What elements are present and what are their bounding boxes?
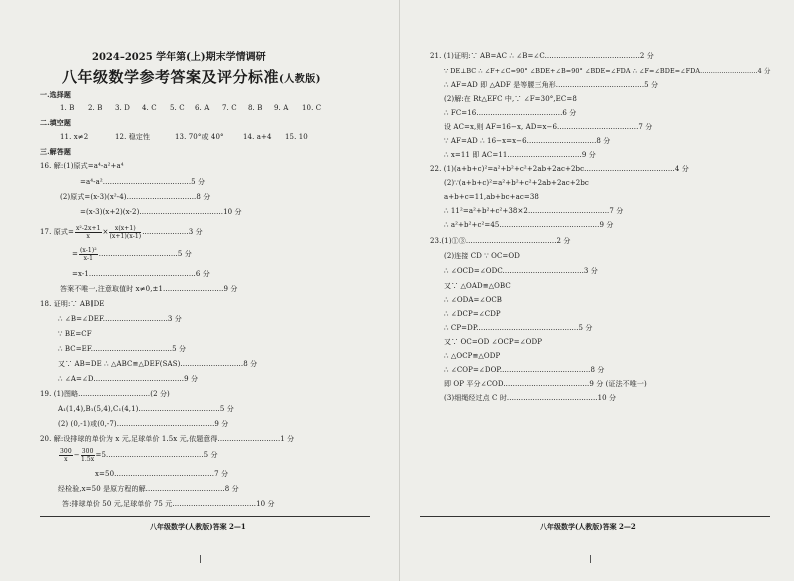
choice-answer: 1. B — [60, 104, 75, 112]
choice-answer: 5. C — [170, 104, 185, 112]
solution-line: x=50...........................................7 分 — [95, 470, 229, 478]
solution-line: 答:排球单价 50 元,足球单价 75 元....................................10 分 — [62, 500, 275, 508]
fill-answer: 11. x≠2 — [60, 133, 89, 141]
solution-line: ∵ DE⊥BC ∴ ∠F+∠C=90° ∠BDE+∠B=90° ∠BDE=∠FDA ∴ ∠F=∠BDE=∠FDA...........................4 分 — [444, 67, 771, 75]
solution-line: =x-1..............................................6 分 — [72, 270, 210, 278]
solution-line: 23.(1)①③.......................................2 分 — [430, 237, 571, 245]
solution-line: ∴ ∠B=∠DEF............................3 分 — [58, 315, 182, 323]
fraction — [59, 448, 73, 463]
fraction — [81, 448, 95, 463]
solution-line: ∴ x=11 即 AC=11................................9 分 — [444, 151, 596, 159]
solution-line: 又∵ △OAD≌△OBC — [444, 282, 511, 290]
solution-line: ∴ CP=DP............................................5 分 — [444, 324, 593, 332]
crop-mark — [200, 555, 201, 563]
fraction — [75, 225, 102, 240]
solution-line: (2)原式=(x-3)(x²-4)..............................8 分 — [60, 193, 211, 201]
solution-line: ∴ AF=AD 即 △ADF 是等腰三角形......................................5 分 — [444, 81, 659, 89]
section-solve-heading: 三.解答题 — [40, 147, 71, 156]
solution-line — [40, 224, 203, 240]
page-right — [400, 0, 794, 581]
fraction-denominator: x-1 — [83, 254, 94, 262]
solution-line: A₁(1,4),B₁(5,4),C₁(4,1)...................................5 分 — [58, 405, 234, 413]
solution-line: 20. 解:设排球的单价为 x 元,足球单价 1.5x 元,依题意得...........................1 分 — [40, 435, 295, 443]
solution-line: ∴ ∠DCP=∠CDP — [444, 310, 501, 318]
solution-line: 即 OP 平分∠COD.....................................9 分 (证法不唯一) — [444, 380, 647, 388]
section-choice-heading: 一.选择题 — [40, 90, 71, 99]
solution-line: 22. (1)(a+b+c)²=a²+b²+c²+2ab+2ac+2bc.......................................4 分 — [430, 165, 689, 173]
solution-line: ∴ FC=16.....................................6 分 — [444, 109, 577, 117]
page-footer: 八年级数学(人教版)答案 2—1 — [150, 522, 246, 531]
solution-line: 18. 证明:∵ AB∥DE — [40, 300, 105, 308]
section-fill-heading: 二.填空题 — [40, 118, 71, 127]
solution-line: ∵ AF=AD ∴ 16−x=x−6..............................8 分 — [444, 137, 611, 145]
fill-answer: 14. a+4 — [243, 133, 272, 141]
fraction-numerator: x(x+1) — [109, 225, 141, 233]
fill-answer: 15. 10 — [285, 133, 308, 141]
solution-line: 16. 解:(1)原式=a⁴-a²+a⁴ — [40, 162, 124, 170]
choice-answer: 6. A — [195, 104, 210, 112]
edition-label: (人教版) — [279, 74, 321, 85]
choice-answer: 4. C — [142, 104, 157, 112]
solution-line — [58, 447, 218, 463]
solution-line: ∵ BE=CF — [58, 330, 92, 338]
fraction-numerator: 300 — [81, 447, 94, 455]
footer-rule — [40, 516, 370, 517]
fraction-numerator: x²-2x+1 — [75, 224, 101, 232]
fraction-numerator: (x-1)² — [79, 246, 97, 254]
solution-line: (2)连接 CD ∵ OC=OD — [444, 252, 520, 260]
choice-answer: 7. C — [222, 104, 237, 112]
score-dots: ....................3 分 — [142, 228, 203, 236]
solution-line: 答案不唯一,注意取值时 x≠0,±1..........................9 分 — [60, 285, 238, 293]
solution-line: 21. (1)证明:∵ AB=AC ∴ ∠B=∠C.........................................2 分 — [430, 52, 654, 60]
fraction-denominator: (x+1)(x-1) — [109, 232, 142, 240]
equation-rest: =5..........................................5 分 — [95, 451, 218, 459]
solution-line — [72, 246, 192, 262]
solution-line: ∴ ∠OCD=∠ODC...................................3 分 — [444, 267, 598, 275]
footer-rule — [420, 516, 770, 517]
fill-answer: 13. 70°或 40° — [175, 133, 224, 141]
solution-line: 经检验,x=50 是原方程的解..................................8 分 — [58, 485, 239, 493]
crop-mark — [590, 555, 591, 563]
page-footer: 八年级数学(人教版)答案 2—2 — [540, 522, 636, 531]
q17-lead: 17. 原式= — [40, 228, 74, 236]
fraction-numerator: 300 — [60, 447, 72, 455]
solution-line: 又∵ AB=DE ∴ △ABC≌△DEF(SAS)...........................8 分 — [58, 360, 258, 368]
solution-line: ∴ △OCP≌△ODP — [444, 352, 501, 360]
times-sign: × — [102, 228, 109, 236]
solution-line: 又∵ OC=OD ∠OCP=∠ODP — [444, 338, 543, 346]
fraction-denominator: x — [86, 232, 90, 240]
solution-line: a+b+c=11,ab+bc+ac=38 — [444, 193, 539, 201]
choice-answer: 10. C — [302, 104, 322, 112]
score-dots: ..................................5 分 — [98, 250, 192, 258]
solution-line: ∴ ∠ODA=∠OCB — [444, 296, 503, 304]
solution-line: ∴ ∠A=∠D.......................................9 分 — [58, 375, 199, 383]
minus-sign: − — [73, 451, 80, 459]
fraction — [79, 247, 98, 262]
solution-line: ∴ ∠COP=∠DOP.......................................8 分 — [444, 366, 605, 374]
solution-line: =(x-3)(x+2)(x-2)....................................10 分 — [80, 208, 242, 216]
solution-line: ∴ a²+b²+c²=45...........................................9 分 — [444, 221, 614, 229]
solution-line: ∴ 11²=a²+b²+c²+38×2...................................7 分 — [444, 207, 624, 215]
choice-answer: 2. B — [88, 104, 103, 112]
solution-line: ∴ BC=EF...................................5 分 — [58, 345, 187, 353]
exam-title: 2024–2025 学年第(上)期末学情调研 — [92, 52, 266, 63]
solution-line: (2) (0,-1)或(0,-7)..........................................9 分 — [58, 420, 229, 428]
solution-line: 19. (1)图略...............................(2 分) — [40, 390, 170, 398]
solution-line: 设 AC=x,则 AF=16−x, AD=x−6...................................7 分 — [444, 123, 653, 131]
solution-line: =a⁴-a²......................................5 分 — [80, 178, 206, 186]
solution-line: (2)解:在 Rt△EFC 中,∵ ∠F=30°,EC=8 — [444, 95, 577, 103]
answer-key-heading: 八年级数学参考答案及评分标准 — [62, 68, 280, 86]
solution-line: (3)细绳经过点 C 时.......................................10 分 — [444, 394, 617, 402]
answer-key-title — [62, 66, 321, 87]
choice-answer: 9. A — [274, 104, 289, 112]
choice-answer: 8. B — [248, 104, 263, 112]
fill-answer: 12. 稳定性 — [115, 133, 151, 141]
fraction-denominator: x — [64, 455, 68, 463]
fraction-denominator: 1.5x — [80, 455, 95, 463]
equals-sign: = — [72, 250, 78, 258]
choice-answer: 3. D — [115, 104, 130, 112]
solution-line: (2)∵(a+b+c)²=a²+b²+c²+2ab+2ac+2bc — [444, 179, 589, 187]
fraction — [109, 225, 141, 240]
